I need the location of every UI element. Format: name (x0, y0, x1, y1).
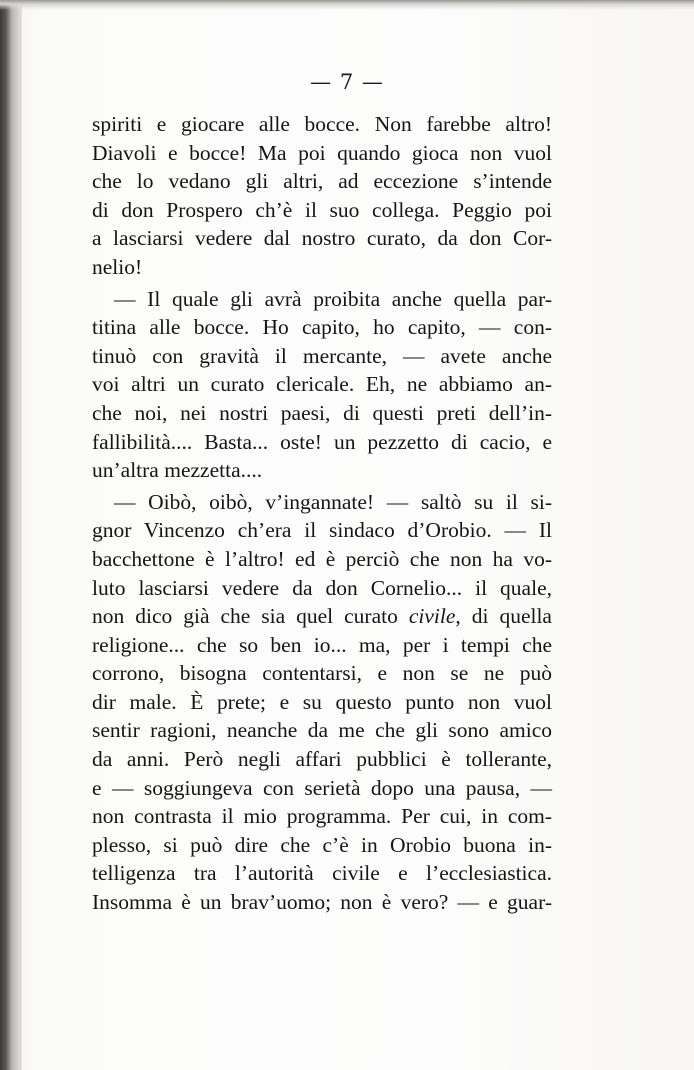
text-line: a lasciarsi vedere dal nostro curato, da don Cor- (92, 226, 552, 251)
text-line: tinuò con gravità il mercante, — avete anche (92, 343, 552, 368)
body-text (92, 110, 552, 920)
text-line: telligenza tra l’autorità civile e l’ecclesiastica. (92, 861, 552, 886)
page-binding-shadow (0, 0, 22, 1070)
text-line: che lo vedano gli altri, ad eccezione s’intende (92, 169, 552, 194)
text-line: luto lasciarsi vedere da don Cornelio... il quale, (92, 575, 552, 600)
text-line: non contrasta il mio programma. Per cui, in com- (92, 804, 552, 829)
text-line: un’altra mezzetta.... (92, 458, 263, 483)
page-top-edge (0, 0, 694, 10)
text-line: che noi, nei nostri paesi, di questi preti dell’in- (92, 400, 552, 425)
text-line: non dico già che sia quel curato civile, di quella (92, 604, 552, 629)
text-line: sentir ragioni, neanche da me che gli sono amico (92, 718, 552, 743)
text-line: nelio! (92, 254, 143, 279)
text-line: fallibilità.... Basta... oste! un pezzetto di cacio, e (92, 429, 552, 454)
text-line: Diavoli e bocce! Ma poi quando gioca non vuol (92, 140, 552, 165)
text-line: religione... che so ben io... ma, per i tempi che (92, 632, 552, 657)
text-line: bacchettone è l’altro! ed è perciò che non ha vo- (92, 546, 552, 571)
text-line: spiriti e giocare alle bocce. Non farebbe altro! (92, 112, 552, 136)
paragraph-1 (92, 110, 552, 282)
text-line: corrono, bisogna contentarsi, e non se ne può (92, 661, 552, 686)
paragraph-2 (92, 285, 552, 485)
text-line: voi altri un curato clericale. Eh, ne abbiamo an- (92, 372, 552, 397)
text-line: Insomma è un bravʼuomo; non è vero? — e guar- (92, 890, 552, 915)
text-line: titina alle bocce. Ho capito, ho capito, — con- (92, 315, 552, 340)
text-line: — Oibò, oibò, v’ingannate! — saltò su il si- (114, 489, 552, 514)
text-line: plesso, si può dire che c’è in Orobio buona in- (92, 832, 552, 857)
text-line: dir male. È prete; e su questo punto non vuol (92, 689, 552, 714)
page-number: — 7 — (310, 70, 384, 94)
text-line: e — soggiungeva con serietà dopo una pausa, — (92, 775, 552, 800)
text-line: gnor Vincenzo ch’era il sindaco d’Orobio. — Il (92, 518, 552, 543)
text-line: — Il quale gli avrà proibita anche quella par- (114, 286, 552, 311)
emphasized-word: civile (408, 604, 456, 629)
text-line: da anni. Però negli affari pubblici è tollerante, (92, 747, 552, 772)
paragraph-3 (92, 488, 552, 917)
text-line: di don Prospero ch’è il suo collega. Peggio poi (92, 197, 552, 222)
